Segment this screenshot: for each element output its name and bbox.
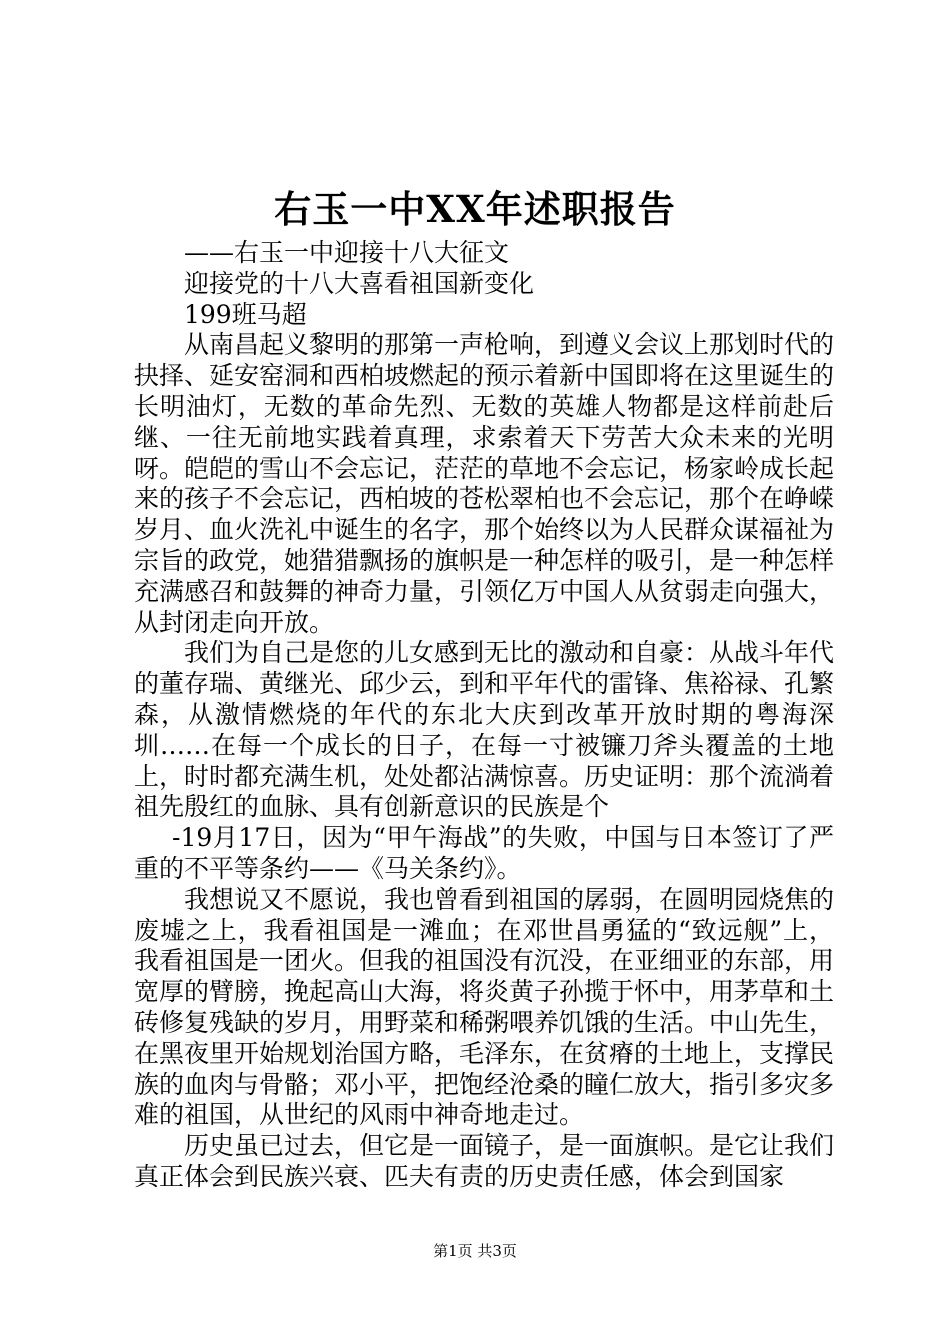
- document-body: [134, 238, 834, 1193]
- author-line: 199班马超: [184, 299, 307, 329]
- body-paragraph: 从南昌起义黎明的那第一声枪响，到遵义会议上那划时代的抉择、延安窑洞和西柏坡燃起的预示着新中国即将在这里诞生的长明油灯，无数的革命先烈、无数的英雄人物都是这样前赴后继、一往无前地实践着真理，求索着天下劳苦大众未来的光明呀。皑皑的雪山不会忘记，茫茫的草地不会忘记，杨家岭成长起来的孩子不会忘记，西柏坡的苍松翠柏也不会忘记，那个在峥嵘岁月、血火洗礼中诞生的名字，那个始终以为人民群众谋福祉为宗旨的政党，她猎猎飘扬的旗帜是一种怎样的吸引，是一种怎样充满感召和鼓舞的神奇力量，引领亿万中国人从贫弱走向强大，从封闭走向开放。: [134, 330, 835, 637]
- document-title: 右玉一中XX年述职报告: [274, 187, 676, 231]
- subtitle-line: ——右玉一中迎接十八大征文: [184, 238, 510, 267]
- body-paragraph: 我们为自己是您的儿女感到无比的激动和自豪：从战斗年代的董存瑞、黄继光、邱少云，到和平年代的雷锋、焦裕禄、孔繁森，从激情燃烧的年代的东北大庆到改革开放时期的粤海深圳……在每一个成长的日子，在每一寸被镰刀斧头覆盖的土地上，时时都充满生机，处处都沾满惊喜。历史证明：那个流淌着祖先殷红的血脉、具有创新意识的民族是个: [134, 638, 835, 822]
- page-footer: [0, 1241, 950, 1261]
- body-paragraph: 我想说又不愿说，我也曾看到祖国的孱弱，在圆明园烧焦的废墟之上，我看祖国是一滩血；在邓世昌勇猛的“致远舰”上，我看祖国是一团火。但我的祖国没有沉没，在亚细亚的东部，用宽厚的臂膀，挽起高山大海，将炎黄子孙揽于怀中，用茅草和土砖修复残缺的岁月，用野菜和稀粥喂养饥饿的生活。中山先生，在黑夜里开始规划治国方略，毛泽东，在贫瘠的土地上，支撑民族的血肉与骨骼；邓小平，把饱经沧桑的瞳仁放大，指引多灾多难的祖国，从世纪的风雨中神奇地走过。: [134, 884, 835, 1130]
- subtitle-line: 迎接党的十八大喜看祖国新变化: [184, 268, 535, 298]
- page-indicator: 第1页 共3页: [433, 1242, 517, 1260]
- body-paragraph: -19月17日，因为“甲午海战”的失败，中国与日本签订了严重的不平等条约——《马关条约》。: [134, 823, 834, 883]
- body-paragraph: 历史虽已过去，但它是一面镜子，是一面旗帜。是它让我们真正体会到民族兴衰、匹夫有责的历史责任感，体会到国家: [134, 1131, 835, 1191]
